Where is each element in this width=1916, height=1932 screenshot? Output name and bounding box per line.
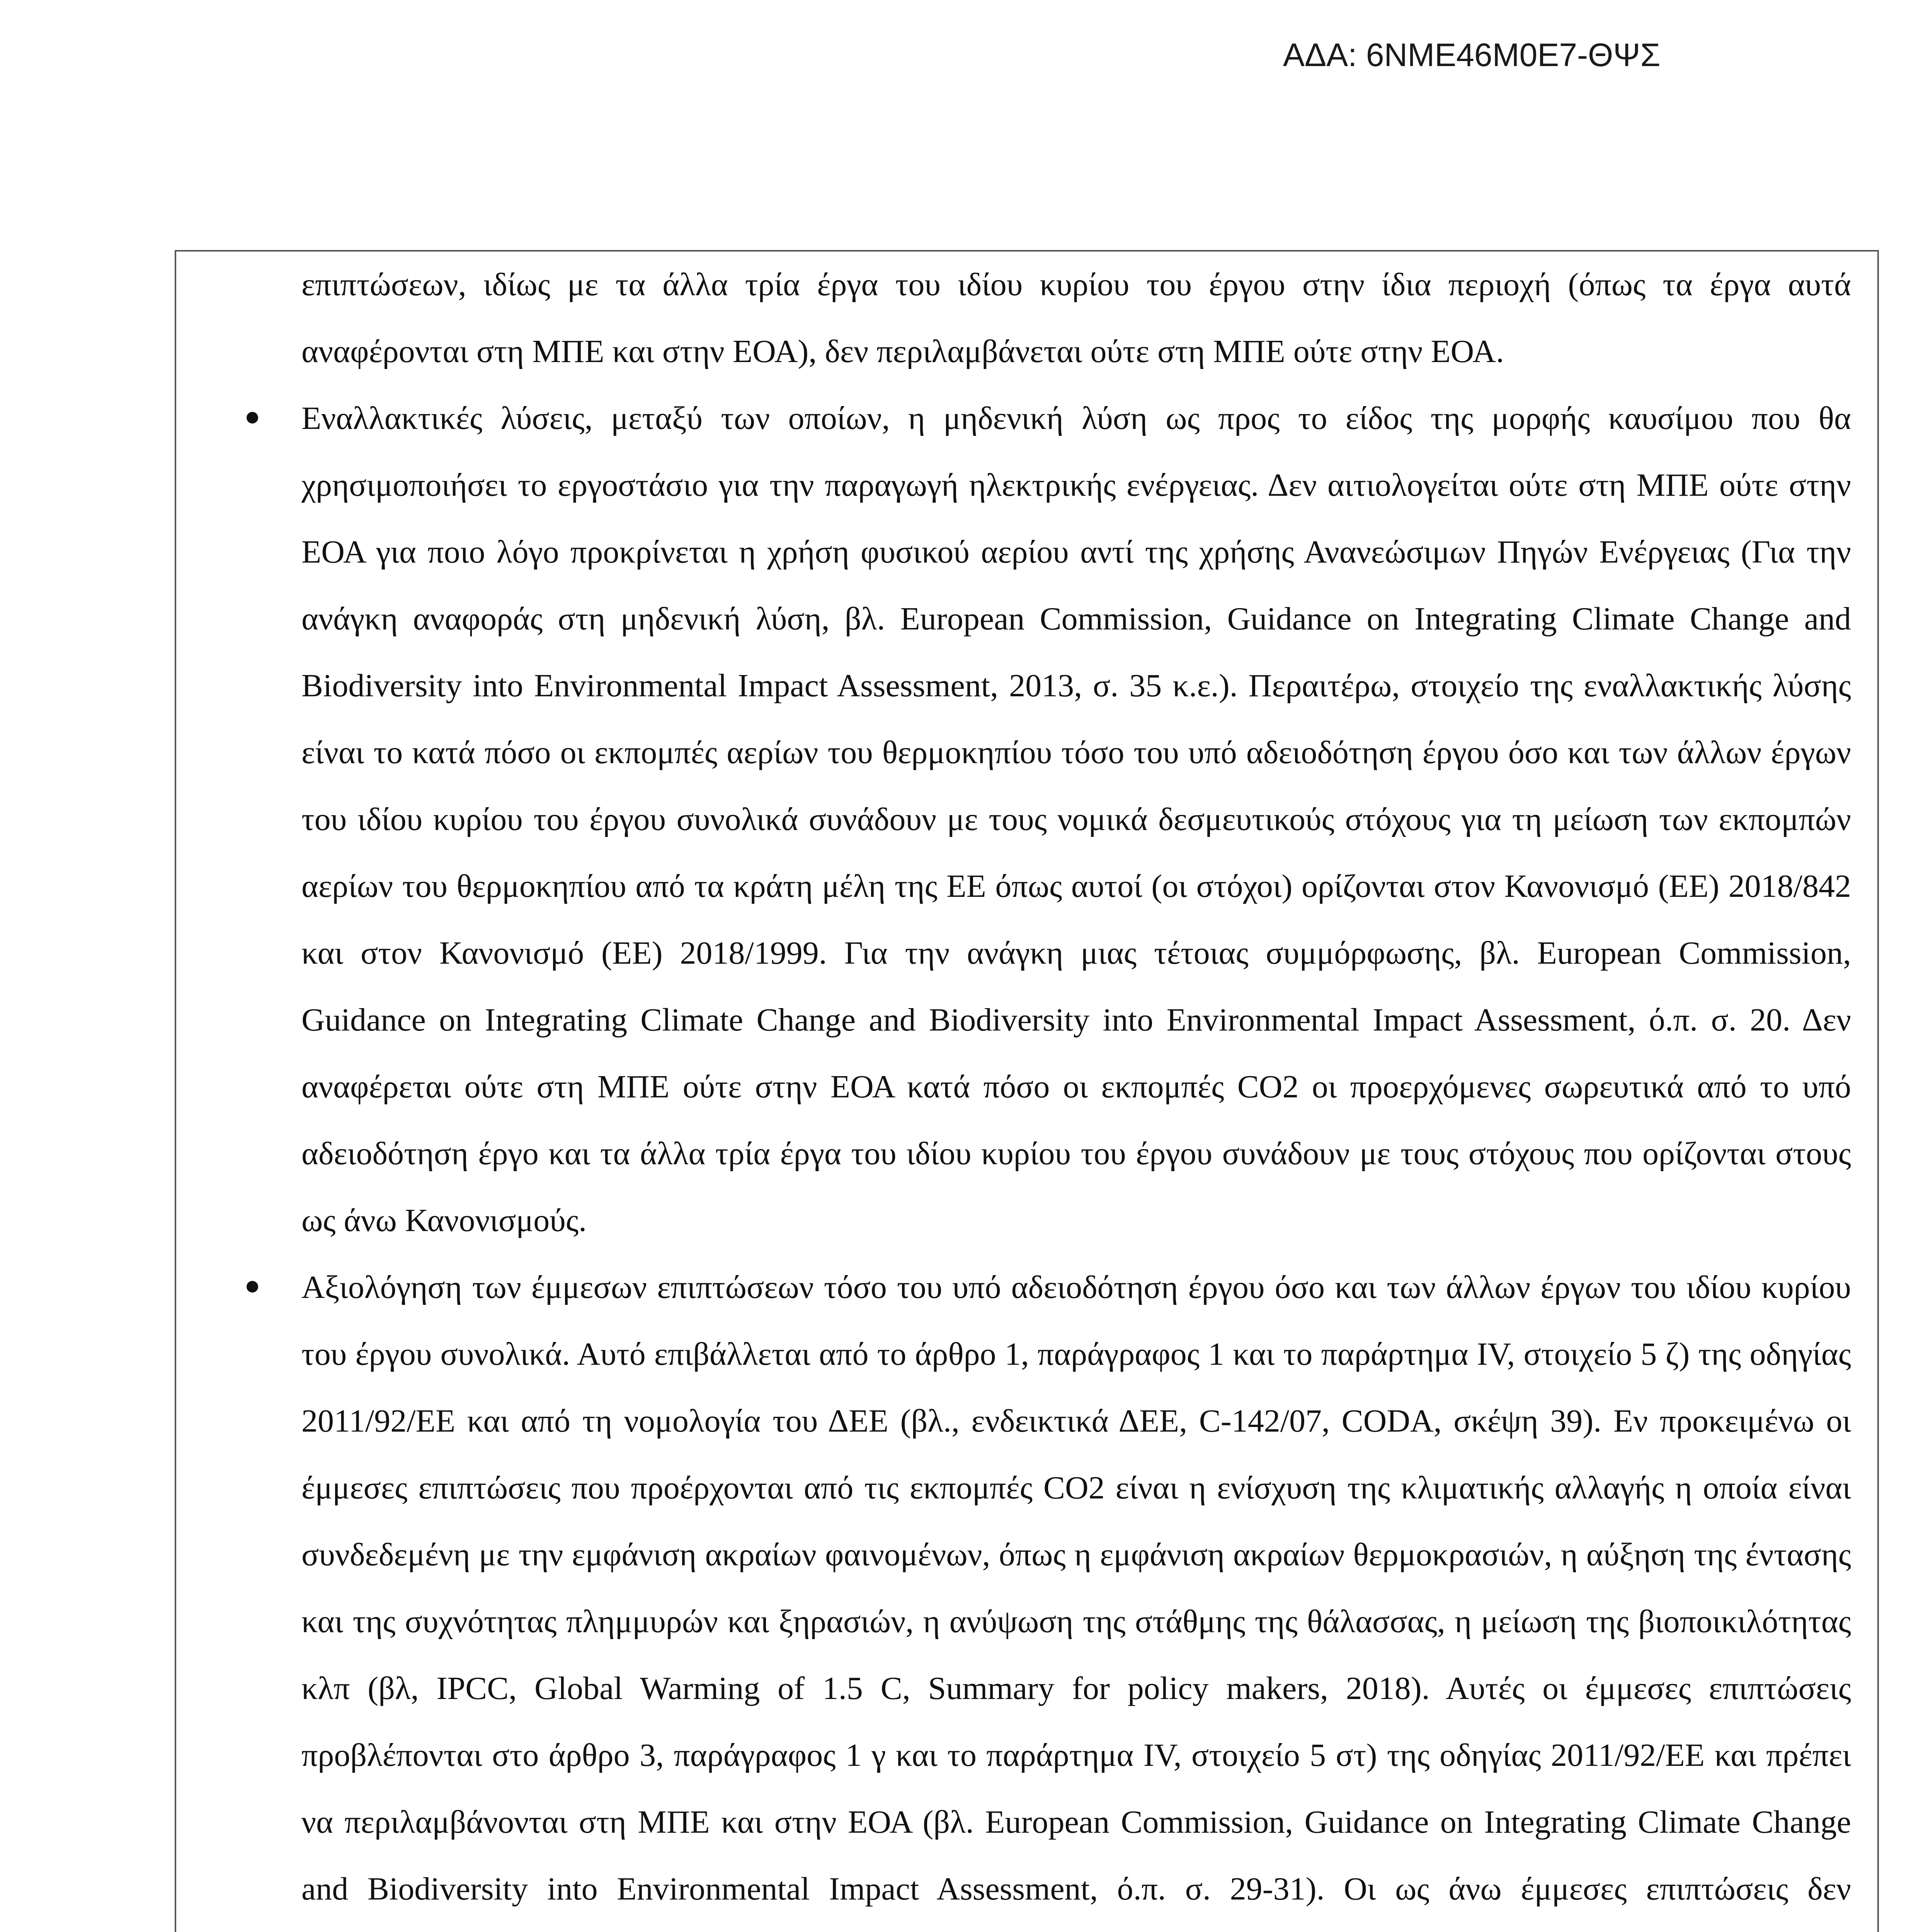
paragraph-text: Εναλλακτικές λύσεις, μεταξύ των οποίων, η μηδενική λύση ως προς το είδος της μορφής καυσίμου που θα χρησιμοποιήσει το εργοστάσιο για την παραγωγή ηλεκτρικής ενέργειας. Δεν αιτιολογείται ούτε στη ΜΠΕ ούτε στην ΕΟΑ για ποιο λόγο προκρίνεται η χρήση φυσικού αερίου αντί της χρήσης Ανανεώσιμων Πηγών Ενέργειας (Για την ανάγκη αναφοράς στη μηδενική λύση, βλ. European Commission, Guidance on Integrating Climate Change and Biodiversity into Environmental Impact Assessment, 2013, σ. 35 κ.ε.). Περαιτέρω, στοιχείο της εναλλακτικής λύσης είναι το κατά πόσο οι εκπομπές αερίων του θερμοκηπίου τόσο του υπό αδειοδότηση έργου όσο και των άλλων έργων του ιδίου κυρίου του έργου συνολικά συνάδουν με τους νομικά δεσμευτικούς στόχους για τη μείωση των εκπομπών αερίων του θερμοκηπίου από τα κράτη μέλη της ΕΕ όπως αυτοί (οι στόχοι) ορίζονται στον Κανονισμό (ΕΕ) 2018/842 και στον Κανονισμό (ΕΕ) 2018/1999. Για την ανάγκη μιας τέτοιας συμμόρφωσης, βλ. European Commission, Guidance on Integrating Climate Change and Biodiversity into Environmental Impact Assessment, ό.π. σ. 20. Δεν αναφέρεται ούτε στη ΜΠΕ ούτε στην ΕΟΑ κατά πόσο οι εκπομπές CO2 οι προερχόμενες σωρευτικά από το υπό αδειοδότηση έργο και τα άλλα τρία έργα του ιδίου κυρίου του έργου συνάδουν με τους στόχους που ορίζονται στους ως άνω Κανονισμούς.	[301, 400, 1851, 1238]
paragraph-text: επιπτώσεων, ιδίως με τα άλλα τρία έργα του ιδίου κυρίου του έργου στην ίδια περιοχή (όπως τα έργα αυτά αναφέρονται στη ΜΠΕ και στην ΕΟΑ), δεν περιλαμβάνεται ούτε στη ΜΠΕ ούτε στην ΕΟΑ.	[301, 267, 1851, 369]
document-body	[301, 251, 1851, 1932]
paragraph-continuation	[301, 251, 1851, 385]
bullet-item-indirect-impacts	[301, 1254, 1851, 1932]
paragraph-text: Αξιολόγηση των έμμεσων επιπτώσεων τόσο του υπό αδειοδότηση έργου όσο και των άλλων έργων του ιδίου κυρίου του έργου συνολικά. Αυτό επιβάλλεται από το άρθρο 1, παράγραφος 1 και το παράρτημα IV, στοιχείο 5 ζ) της οδηγίας 2011/92/ΕΕ και από τη νομολογία του ΔΕΕ (βλ., ενδεικτικά ΔΕΕ, C-142/07, CODA, σκέψη 39). Εν προκειμένω οι έμμεσες επιπτώσεις που προέρχονται από τις εκπομπές CO2 είναι η ενίσχυση της κλιματικής αλλαγής η οποία είναι συνδεδεμένη με την εμφάνιση ακραίων φαινομένων, όπως η εμφάνιση ακραίων θερμοκρασιών, η αύξηση της έντασης και της συχνότητας πλημμυρών και ξηρασιών, η ανύψωση της στάθμης της θάλασσας, η μείωση της βιοποικιλότητας κλπ (βλ, IPCC, Global Warming of 1.5 C, Summary for policy makers, 2018). Αυτές οι έμμεσες επιπτώσεις προβλέπονται στο άρθρο 3, παράγραφος 1 γ και το παράρτημα IV, στοιχείο 5 στ) της οδηγίας 2011/92/ΕΕ και πρέπει να περιλαμβάνονται στη ΜΠΕ και στην ΕΟΑ (βλ. European Commission, Guidance on Integrating Climate Change and Biodiversity into Environmental Impact Assessment, ό.π. σ. 29-31). Οι ως άνω έμμεσες επιπτώσεις δεν	[301, 1269, 1851, 1907]
ada-identifier: ΑΔΑ: 6ΝΜΕ46Μ0Ε7-ΘΨΣ	[1283, 37, 1661, 73]
bullet-item-alternatives	[301, 385, 1851, 1254]
